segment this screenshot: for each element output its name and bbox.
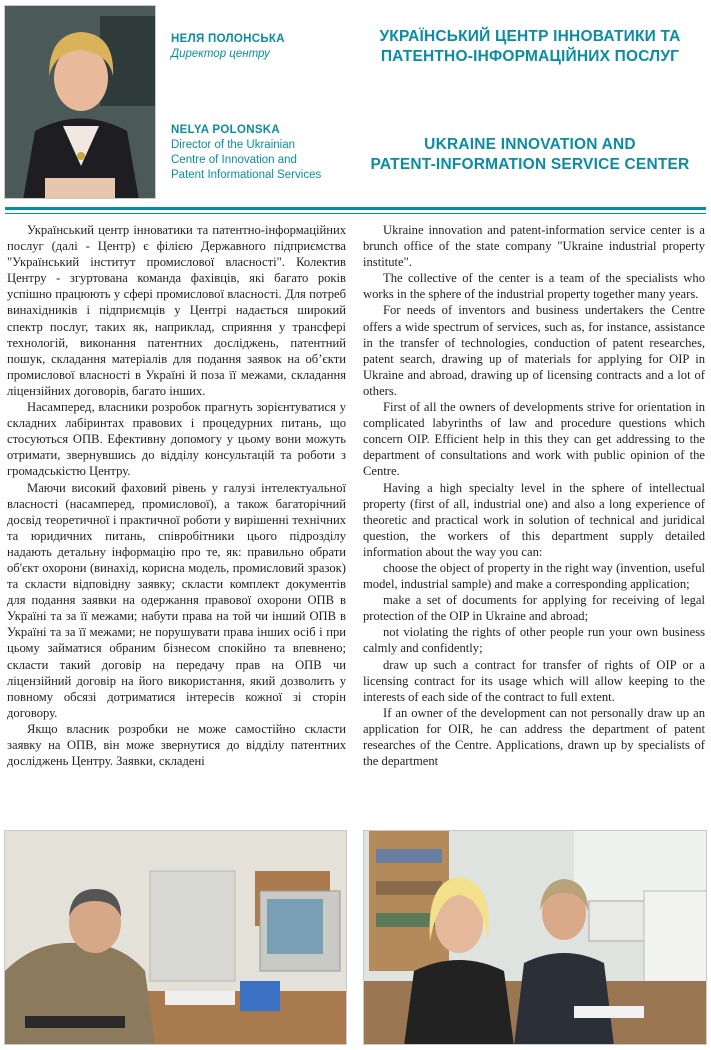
org-title-uk	[360, 27, 700, 67]
paragraph-en: Ukraine innovation and patent-information service center is a brunch office of the state company "Ukraine industrial property institute".	[363, 223, 705, 270]
paragraph-uk: Якщо власник розробки не може самостійно скласти заявку на ОПВ, він може звернутися до відділу патентних досліджень Центру. Заявки, складені	[7, 721, 346, 769]
director-role-en-line: Patent Informational Services	[171, 169, 322, 181]
body-column-uk	[7, 222, 346, 769]
org-title-uk-line: ПАТЕНТНО-ІНФОРМАЦІЙНИХ ПОСЛУГ	[380, 48, 680, 65]
director-name-uk: НЕЛЯ ПОЛОНСЬКА	[171, 33, 285, 45]
paragraph-uk: Маючи високий фаховий рівень у галузі інтелектуальної власності (насамперед, промислової), а також багаторічний досвід теоретичної і практичної роботи у вирішенні технічних та юридичних питань, співробітники цього підрозділу надають детальну інформацію про те, як: правильно обрати об'єкт охорони (винахід, корисна модель, промисловий зразок) та скласти відповідну заявку; скласти комплект документів для подання заявки на одержання правової охорони ОПВ в Україні та за її межами; набути права на той чи інший ОПВ в Україні та за її межами; не порушувати права інших осіб і при цьому займатися обраним бізнесом спокійно та впевнено; скласти такий договір на передачу прав на ОПВ чи ліцензійний договір на його використання, який дозволить у повному обсязі дотриматися інтересів кожної зі сторін договору.	[7, 480, 346, 720]
director-name-en: NELYA POLONSKA	[171, 124, 281, 136]
header-divider-thin	[5, 213, 706, 214]
paragraph-en: First of all the owners of developments strive for orientation in complicated labyrinths of law and procedure questions which concern OIP. Efficient help in this they can get addressing to the department of consultations and work with public opinion of the Centre.	[363, 400, 705, 479]
office-photo-right-illustration	[364, 831, 707, 1045]
paragraph-en: For needs of inventors and business undertakers the Centre offers a wide spectrum of services, such as, for instance, assistance in the transfer of technologies, conduction of patent researches, patent search, drawing up of materials for applying for OIP in Ukraine and abroad, drawing up of licensing contracts and a lot of others.	[363, 303, 705, 398]
paragraph-uk: Український центр інноватики та патентно-інформаційних послуг (далі - Центр) є філією Державного підприємства "Український інститут промислової власності". Колектив Центру - згуртована команда фахівців, які багато років успішно працюють у сфері промислової власності. Для потреб винахідників і підприємців у Центрі надається широкий спектр послуг, таких як, наприклад, сприяння у трансфері технологій, виконання патентних досліджень, патентний пошук, складання матеріалів для подання заявок на об’єкти промислової власності в Україні й поза її межами, складання ліцензійних договорів, багато інших.	[7, 223, 346, 398]
director-uk-block	[171, 32, 285, 62]
paragraph-en: draw up such a contract for transfer of rights of OIP or a licensing contract for its usage which will allow keeping to the interests of each side of the contract to full extent.	[363, 657, 705, 704]
org-title-en-line: PATENT-INFORMATION SERVICE CENTER	[370, 156, 690, 173]
paragraph-en: make a set of documents for applying for receiving of legal protection of the OIP in Ukraine and abroad;	[363, 593, 705, 624]
office-photo-left-illustration	[5, 831, 347, 1045]
org-title-uk-line: УКРАЇНСЬКИЙ ЦЕНТР ІННОВАТИКИ ТА	[379, 28, 681, 45]
paragraph-en: Having a high specialty level in the sphere of intellectual property (first of all, industrial one) and also a long experience of theoretic and practical work in solution of technical and juridical question, the workers of this department supply detailed information about the way you can:	[363, 480, 705, 559]
director-en-block	[171, 123, 321, 183]
paragraph-en: not violating the rights of other people run your own business calmly and confidently;	[363, 625, 705, 656]
director-role-uk: Директор центру	[171, 48, 270, 60]
director-role-en-line: Centre of Innovation and	[171, 154, 297, 166]
paragraph-en: choose the object of property in the right way (invention, useful model, industrial sample) and make a corresponding application;	[363, 560, 705, 592]
director-portrait-photo	[4, 5, 156, 199]
director-role-en-line: Director of the Ukrainian	[171, 139, 295, 151]
body-column-en	[363, 222, 705, 769]
office-photo-women-at-computer	[363, 830, 707, 1045]
paragraph-uk: Насамперед, власники розробок прагнуть зорієнтуватися у складних лабіринтах правових і процедурних питань, що стосуються ОПВ. Ефективну допомогу у цьому вони можуть отримати, звернувшись до відділу консультацій та роботи з громадськістю Центру.	[7, 400, 346, 479]
office-photo-man-at-desk	[4, 830, 347, 1045]
org-title-en	[360, 135, 700, 175]
paragraph-en: If an owner of the development can not personally draw up an application for OIR, he can address the department of patent researches of the Centre. Applications, drawn up by specialists of the department	[363, 705, 705, 769]
director-portrait-illustration	[5, 6, 156, 199]
paragraph-en: The collective of the center is a team of the specialists who works in the sphere of the industrial property together many years.	[363, 271, 705, 302]
org-title-en-line: UKRAINE INNOVATION AND	[424, 136, 636, 153]
header-divider-thick	[5, 207, 706, 210]
